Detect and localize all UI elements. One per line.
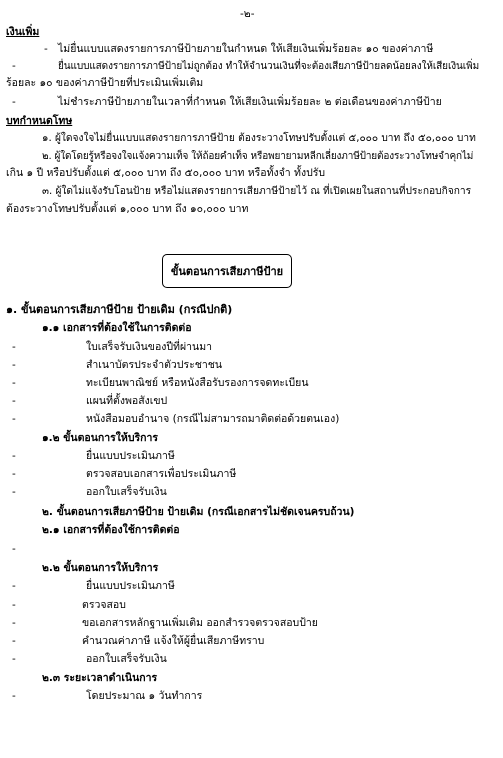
bullet: - [12,60,16,72]
bullet: - [12,486,16,498]
bullet: - [12,617,16,629]
penalty-line: ๑. ผู้ใดจงใจไม่ยื่นแบบแสดงรายการภาษีป้าย ต้องระวางโทษปรับตั้งแต่ ๕,๐๐๐ บาท ถึง ๕๐,๐๐๐ บาท [42,133,476,144]
bullet: - [12,543,16,555]
document-item: แผนที่ตั้งพอสังเขป [86,395,168,407]
bullet: - [12,635,16,647]
bullet: - [44,43,48,55]
bullet: - [12,96,16,108]
document-item: ใบเสร็จรับเงินของปีที่ผ่านมา [86,341,213,353]
bullet: - [12,413,16,425]
document-item: หนังสือมอบอำนาจ (กรณีไม่สามารถมาติดต่อด้วยตนเอง) [86,413,340,425]
service-step: ยื่นแบบประเมินภาษี [86,580,175,592]
section2-sub1-title: ๒.๑ เอกสารที่ต้องใช้การติดต่อ [42,524,180,536]
duration-item: โดยประมาณ ๑ วันทำการ [86,690,203,702]
service-step: ออกใบเสร็จรับเงิน [86,486,167,498]
penalty-line-continued: เกิน ๑ ปี หรือปรับตั้งแต่ ๕,๐๐๐ บาท ถึง ๕๐,๐๐๐ บาท หรือทั้งจำ ทั้งปรับ [6,167,326,179]
bullet: - [12,395,16,407]
surcharge-item-continued: ร้อยละ ๑๐ ของค่าภาษีป้ายที่ประเมินเพิ่มเติม [6,77,204,89]
section2-title: ๒. ขั้นตอนการเสียภาษีป้าย ป้ายเดิม (กรณีเอกสารไม่ชัดเจนครบถ้วน) [42,506,355,518]
bullet: - [12,599,16,611]
section1-title: ๑. ขั้นตอนการเสียภาษีป้าย ป้ายเดิม (กรณีปกติ) [6,303,233,316]
surcharge-item: ยื่นแบบแสดงรายการภาษีป้ายไม่ถูกต้อง ทำให้จำนวนเงินที่จะต้องเสียภาษีป้ายลดน้อยลงให้เสียเงินเพิ่ม [58,61,480,72]
surcharge-item: ไม่ชำระภาษีป้ายภายในเวลาที่กำหนด ให้เสียเงินเพิ่มร้อยละ ๒ ต่อเดือนของค่าภาษีป้าย [58,96,442,108]
document-item: ทะเบียนพาณิชย์ หรือหนังสือรับรองการจดทะเบียน [86,377,309,389]
service-step: ขอเอกสารหลักฐานเพิ่มเติม ออกสำรวจตรวจสอบป้าย [82,617,318,629]
service-step: ตรวจสอบเอกสารเพื่อประเมินภาษี [86,468,237,480]
service-step: ตรวจสอบ [82,599,126,611]
document-item: สำเนาบัตรประจำตัวประชาชน [86,359,223,371]
procedure-title-box [162,254,292,288]
bullet: - [12,377,16,389]
procedure-title: ขั้นตอนการเสียภาษีป้าย [170,265,284,278]
bullet: - [12,690,16,702]
service-step: ยื่นแบบประเมินภาษี [86,450,175,462]
bullet: - [12,653,16,665]
bullet: - [12,580,16,592]
bullet: - [12,468,16,480]
surcharge-item: ไม่ยื่นแบบแสดงรายการภาษีป้ายภายในกำหนด ให้เสียเงินเพิ่มร้อยละ ๑๐ ของค่าภาษี [58,43,434,55]
penalty-line: ๓. ผู้ใดไม่แจ้งรับโอนป้าย หรือไม่แสดงรายการเสียภาษีป้ายไว้ ณ ที่เปิดเผยในสถานที่ประกอบกิจการ [42,186,472,197]
penalty-heading: บทกำหนดโทษ [6,115,73,127]
penalty-line: ๒. ผู้ใดโดยรู้หรือจงใจแจ้งความเท็จ ให้ถ้อยคำเท็จ หรือพยายามหลีกเลี่ยงภาษีป้ายต้องระวางโทษจำคุกไม่ [42,151,474,162]
section2-sub2-title: ๒.๒ ขั้นตอนการให้บริการ [42,562,159,574]
section1-sub1-title: ๑.๑ เอกสารที่ต้องใช้ในการติดต่อ [42,322,192,334]
page-number: -๒- [240,8,255,20]
bullet: - [12,341,16,353]
bullet: - [12,450,16,462]
service-step: ออกใบเสร็จรับเงิน [86,653,167,665]
section2-sub3-title: ๒.๓ ระยะเวลาดำเนินการ [42,672,158,684]
section1-sub2-title: ๑.๒ ขั้นตอนการให้บริการ [42,432,159,444]
bullet: - [12,359,16,371]
penalty-line-continued: ต้องระวางโทษปรับตั้งแต่ ๑,๐๐๐ บาท ถึง ๑๐,๐๐๐ บาท [6,203,249,215]
surcharge-heading: เงินเพิ่ม [6,26,40,38]
service-step: คำนวณค่าภาษี แจ้งให้ผู้ยื่นเสียภาษีทราบ [82,635,265,647]
